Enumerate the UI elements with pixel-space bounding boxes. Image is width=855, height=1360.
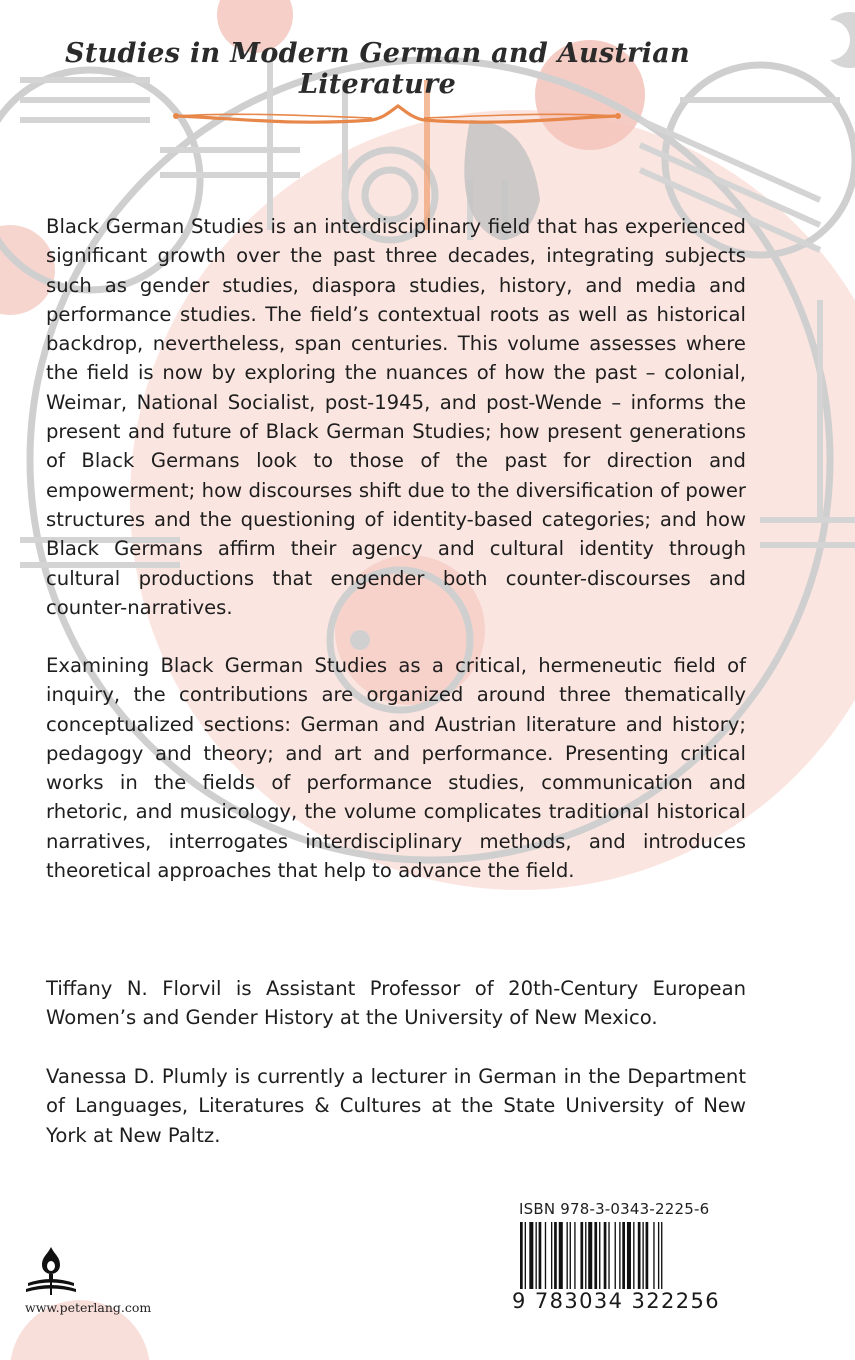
series-title: Studies in Modern German and Austrian Literature xyxy=(65,38,690,100)
barcode-bar xyxy=(661,1222,662,1294)
barcode-bar xyxy=(642,1222,643,1294)
barcode-bar xyxy=(633,1222,634,1294)
description-paragraph-2: Examining Black German Studies as a critical, hermeneutic field of inquiry, the contributions are organized around three thematically conceptualized sections: German and Austrian literature and history; pedagogy and theory; and art and performance. Presenting critical works in the fields of performance studies, communication and rhetoric, and musicology, the volume complicates traditional historical narratives, interrogates interdisciplinary methods, and introduces theoretical approaches that help to advance the field. xyxy=(46,654,746,883)
ornamental-flourish xyxy=(172,98,622,132)
barcode-bar xyxy=(658,1222,659,1294)
isbn-label: ISBN 978-3-0343-2225-6 xyxy=(519,1200,710,1218)
barcode-bar xyxy=(638,1222,641,1294)
publisher-url: www.peterlang.com xyxy=(25,1300,152,1315)
barcode xyxy=(510,1219,722,1319)
editor-bio-florvil: Tiffany N. Florvil is Assistant Professor of 20th-Century European Women’s and Gender History at the University of New Mexico. xyxy=(46,977,746,1030)
barcode-bar xyxy=(554,1222,557,1294)
barcode-bar xyxy=(615,1222,616,1294)
barcode-bar xyxy=(570,1222,571,1294)
barcode-bar xyxy=(622,1222,625,1294)
barcode-bar xyxy=(525,1222,526,1294)
barcode-bar xyxy=(536,1222,537,1294)
barcode-bar xyxy=(551,1222,552,1294)
barcode-bar xyxy=(545,1222,546,1294)
barcode-digits: 9 783034 322256 xyxy=(512,1289,721,1313)
barcode-bar xyxy=(574,1222,575,1294)
barcode-bar xyxy=(646,1222,649,1294)
barcode-bar xyxy=(539,1222,542,1294)
barcode-bar xyxy=(653,1222,654,1294)
barcode-bar xyxy=(604,1222,607,1294)
barcode-bar xyxy=(559,1222,563,1294)
barcode-bar xyxy=(627,1222,631,1294)
barcode-bar xyxy=(608,1222,609,1294)
barcode-bar xyxy=(599,1222,600,1294)
barcode-bar xyxy=(520,1222,523,1294)
barcode-bar xyxy=(567,1222,568,1294)
publisher-logo-icon xyxy=(24,1245,78,1297)
barcode-bar xyxy=(529,1222,533,1294)
barcode-bar xyxy=(580,1222,583,1294)
gray-dot xyxy=(350,630,370,650)
barcode-bars xyxy=(520,1222,716,1294)
editor-bio-plumly: Vanessa D. Plumly is currently a lecturer in German in the Department of Languages, Literatures & Cultures at the State University of New York at New Paltz. xyxy=(46,1065,746,1147)
barcode-bar xyxy=(619,1222,620,1294)
description-paragraph-1: Black German Studies is an interdisciplinary field that has experienced significant growth over the past three decades, integrating subjects such as gender studies, diaspora studies, history, and media and performance studies. The field’s contextual roots as well as historical backdrop, nevertheless, span centuries. This volume assesses where the field is now by exploring the nuances of how the past – colonial, Weimar, National Socialist, post-1945, and post-Wende – informs the present and future of Black German Studies; how present generations of Black Germans look to those of the past for direction and empowerment; how discourses shift due to the diversification of power structures and the questioning of identity-based categories; and how Black Germans affirm their agency and cultural identity through cultural productions that engender both counter-discourses and counter-narratives. xyxy=(46,215,746,619)
barcode-bar xyxy=(585,1222,586,1294)
barcode-bar xyxy=(594,1222,597,1294)
barcode-bar xyxy=(588,1222,592,1294)
